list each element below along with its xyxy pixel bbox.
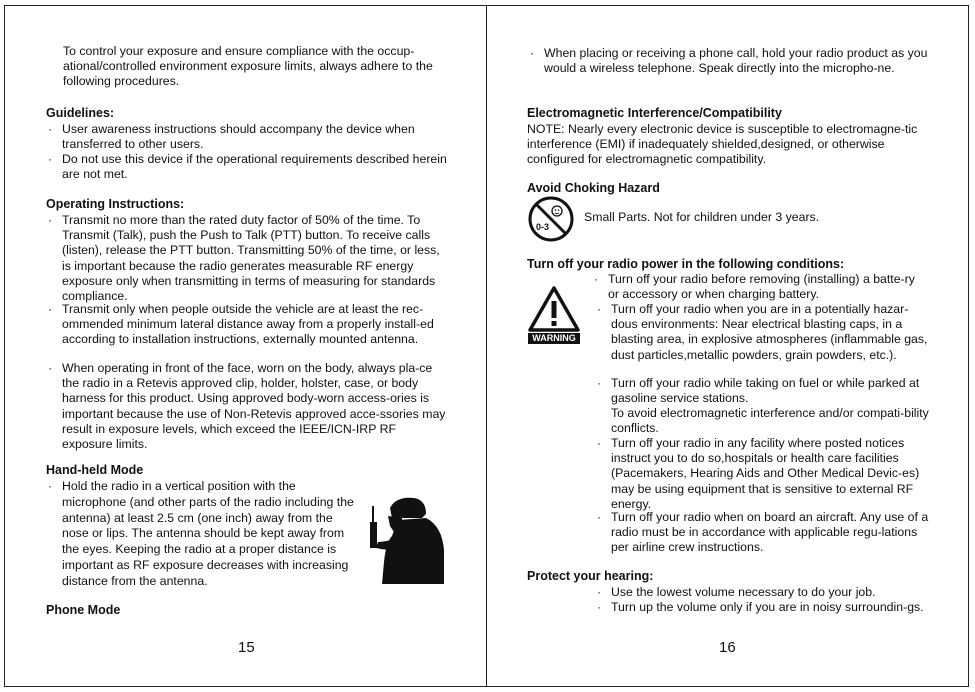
list-item: [48, 213, 448, 304]
list-item: [530, 46, 930, 76]
handheld-heading: Hand-held Mode: [46, 463, 144, 477]
list-item-text: Transmit no more than the rated duty factor of 50% of the time. To Transmit (Talk), push the Push to Talk (PTT) button. To receive calls (listen), release the PTT button. Transmitting 50% of the time, or less, is important because the radio generates measurable RF energy exposure only when transmitting in terms of measuring for standards compliance.: [62, 213, 440, 304]
choking-heading: Avoid Choking Hazard: [527, 181, 660, 195]
list-item-text: When operating in front of the face, worn on the body, always pla-ce the radio in a Retevis approved clip, holder, holster, case, or body harness for this product. Using approved body-worn access-ories is important because the use of Non-Retevis approved acce-ssories may result in exposure levels, which exceed the IEEE/ICN-IRP RF exposure limits.: [62, 361, 446, 452]
list-item: [48, 479, 358, 590]
turnoff-heading: Turn off your radio power in the following conditions:: [527, 257, 845, 271]
bullet-dot: ·: [48, 302, 53, 316]
list-item-text: When placing or receiving a phone call, hold your radio product as you would a wireless telephone. Speak directly into the micropho-ne.: [544, 46, 928, 76]
choking-text: Small Parts. Not for children under 3 years.: [584, 210, 820, 224]
bullet-dot: ·: [48, 213, 53, 227]
bullet-dot: ·: [48, 479, 53, 493]
list-item-text: Do not use this device if the operational requirements described herein are not met.: [62, 152, 447, 182]
list-item-text: Turn off your radio when on board an aircraft. Any use of a radio must be in accordance with applicable regu-lations per airline crew instructions.: [611, 510, 929, 555]
list-item-text: User awareness instructions should accompany the device when transferred to other users.: [62, 122, 415, 152]
page-16: [487, 0, 975, 692]
list-item-text: Use the lowest volume necessary to do your job.: [611, 585, 876, 599]
age-label: 0-3: [536, 222, 550, 232]
list-item: [48, 361, 448, 452]
bullet-dot: ·: [597, 436, 602, 450]
list-item-text: Transmit only when people outside the vehicle are at least the rec-ommended minimum lateral distance away from a properly install-ed according to installation instructions, externally mounted antenna.: [62, 302, 434, 347]
operating-heading: Operating Instructions:: [46, 197, 185, 211]
bullet-dot: ·: [530, 46, 535, 60]
bullet-dot: ·: [48, 122, 53, 136]
bullet-dot: ·: [594, 272, 599, 286]
bullet-dot: ·: [597, 376, 602, 390]
list-item-text: Turn off your radio before removing (installing) a batte-ry or accessory or when charging battery.: [608, 272, 915, 302]
list-item: [48, 122, 448, 152]
page-number: 16: [719, 639, 736, 656]
list-item: [48, 302, 448, 348]
warning-label: WARNING: [528, 333, 580, 344]
bullet-dot: ·: [48, 152, 53, 166]
list-item: [597, 585, 932, 600]
guidelines-heading: Guidelines:: [46, 106, 115, 120]
phone-mode-heading: Phone Mode: [46, 603, 121, 617]
list-item: [597, 600, 932, 615]
emi-paragraph: NOTE: Nearly every electronic device is susceptible to electromagne-tic interference (EMI) if inadequately shielded,designed, or otherwise configured for electromagnetic compatibility.: [527, 122, 918, 167]
list-item-text: Turn up the volume only if you are in noisy surroundin-gs.: [611, 600, 924, 614]
emi-heading: Electromagnetic Interference/Compatibility: [527, 106, 782, 120]
list-item: [597, 510, 932, 556]
list-item-text: Hold the radio in a vertical position with the microphone (and other parts of the radio including the antenna) at least 2.5 cm (one inch) away from the nose or lips. The antenna should be kept away from the eyes. Keeping the radio at a proper distance is important as RF exposure decreases with increasing distance from the antenna.: [62, 479, 354, 588]
list-item: [594, 272, 929, 302]
turnoff-subnote: To avoid electromagnetic interference and/or compati-bility conflicts.: [611, 406, 929, 436]
intro-paragraph: To control your exposure and ensure compliance with the occup-ational/controlled environment exposure limits, always adhere to the following procedures.: [63, 44, 433, 89]
bullet-dot: ·: [597, 600, 602, 614]
bullet-dot: ·: [48, 361, 53, 375]
list-item: [597, 302, 932, 363]
list-item: [597, 376, 932, 406]
list-item-text: Turn off your radio when you are in a potentially hazar-dous environments: Near electrical blasting caps, in a blasting area, in explosive atmospheres (inflammable gas, dust particles,metallic powders, grain powders, etc.).: [611, 302, 928, 362]
list-item-text: Turn off your radio in any facility where posted notices instruct you to do so,hospitals or health care facilities (Pacemakers, Hearing Aids and Other Medical Devic-es) may be using equipment that is sensitive to external RF energy.: [611, 436, 920, 511]
bullet-dot: ·: [597, 585, 602, 599]
no-small-children-icon: [527, 195, 575, 243]
hearing-heading: Protect your hearing:: [527, 569, 654, 583]
list-item: [597, 436, 932, 512]
bullet-dot: ·: [597, 510, 602, 524]
list-item-text: Turn off your radio while taking on fuel or while parked at gasoline service stations.: [611, 376, 920, 406]
page-15: [0, 0, 486, 692]
person-with-radio-icon: [362, 496, 446, 584]
list-item: [48, 152, 448, 182]
warning-icon: [528, 286, 580, 344]
bullet-dot: ·: [597, 302, 602, 316]
page-number: 15: [238, 639, 255, 656]
